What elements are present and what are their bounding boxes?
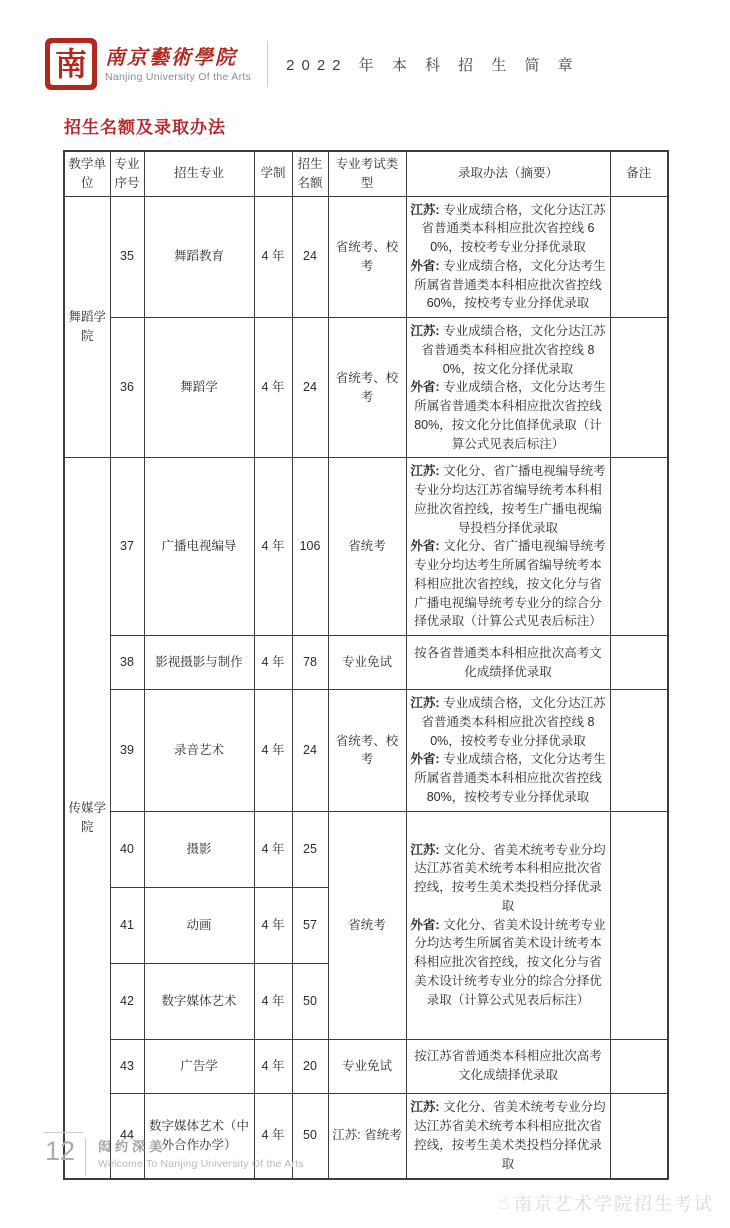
study-years-cell: 4 年: [254, 458, 292, 636]
column-header: 学制: [254, 151, 292, 196]
column-header: 招生专业: [144, 151, 254, 196]
method-paragraph: 外省: 专业成绩合格，文化分达考生所属省普通类本科相应批次省控线 60%，按校考专业分择优录取: [410, 258, 606, 311]
exam-type-cell: 省统考、校考: [328, 690, 406, 812]
footer-divider: [85, 1138, 86, 1176]
method-paragraph: 江苏: 文化分、省美术统考专业分均达江苏省美术统考本科相应批次省控线，按考生美术类投档分择优录取: [410, 842, 606, 913]
method-paragraph: 江苏: 专业成绩合格，文化分达江苏省普通类本科相应批次省控线 60%，按校考专业分择优录取: [410, 202, 606, 254]
page-footer: [43, 1132, 304, 1176]
remark-cell: [610, 690, 668, 812]
method-paragraph: 江苏: 文化分、省广播电视编导统考专业分均达江苏省编导统考本科相应批次省控线，按考生广播电视编导投档分择优录取: [410, 464, 606, 535]
admission-method-cell: [406, 690, 610, 812]
study-years-cell: 4 年: [254, 811, 292, 887]
major-name-cell: 广播电视编导: [144, 458, 254, 636]
column-header: 招生名额: [292, 151, 328, 196]
study-years-cell: 4 年: [254, 887, 292, 963]
column-header: 录取办法（摘要）: [406, 151, 610, 196]
header-divider: [267, 41, 268, 87]
serial-number-cell: 35: [110, 196, 144, 318]
document-title: 2022 年 本 科 招 生 简 章: [286, 56, 580, 74]
major-name-cell: 摄影: [144, 811, 254, 887]
major-name-cell: 影视摄影与制作: [144, 636, 254, 690]
page-header: [45, 38, 580, 90]
remark-cell: [610, 636, 668, 690]
remark-cell: [610, 1093, 668, 1179]
method-paragraph: 外省: 文化分、省美术设计统考专业分均达考生所属省美术设计统考本科相应批次省控线，按文化分与省美术设计统考专业分的综合分择优录取（计算公式见表后标注）: [410, 917, 606, 1007]
major-name-cell: 动画: [144, 887, 254, 963]
exam-type-cell: 省统考、校考: [328, 318, 406, 458]
study-years-cell: 4 年: [254, 963, 292, 1039]
university-motto: 闳约深美: [98, 1140, 167, 1155]
admission-method-cell: [406, 1039, 610, 1093]
table-row: [64, 636, 668, 690]
exam-type-cell: 专业免试: [328, 1039, 406, 1093]
footer-text-block: [98, 1132, 304, 1170]
method-paragraph: 江苏: 文化分、省美术统考专业分均达江苏省美术统考本科相应批次省控线，按考生美术类投档分择优录取: [410, 1100, 606, 1171]
admission-method-cell: [406, 318, 610, 458]
exam-type-cell: 省统考: [328, 811, 406, 1039]
major-name-cell: 数字媒体艺术（中外合作办学）: [144, 1093, 254, 1179]
table-row: [64, 196, 668, 318]
remark-cell: [610, 196, 668, 318]
exam-type-cell: 省统考、校考: [328, 196, 406, 318]
serial-number-cell: 44: [110, 1093, 144, 1179]
university-seal-logo: [45, 38, 97, 90]
table-body: [64, 196, 668, 1179]
study-years-cell: 4 年: [254, 196, 292, 318]
study-years-cell: 4 年: [254, 690, 292, 812]
table-row: [64, 318, 668, 458]
method-paragraph: 按江苏省普通类本科相应批次高考文化成绩择优录取: [414, 1049, 602, 1082]
watermark: [497, 1190, 714, 1216]
study-years-cell: 4 年: [254, 318, 292, 458]
study-years-cell: 4 年: [254, 1039, 292, 1093]
method-paragraph: 外省: 专业成绩合格，文化分达考生所属省普通类本科相应批次省控线 80%，按校考专业分择优录取: [410, 752, 606, 804]
university-name-en: Nanjing University Of the Arts: [105, 71, 252, 83]
major-name-cell: 数字媒体艺术: [144, 963, 254, 1039]
column-header: 专业序号: [110, 151, 144, 196]
admissions-table: [63, 150, 669, 1180]
serial-number-cell: 37: [110, 458, 144, 636]
remark-cell: [610, 458, 668, 636]
method-paragraph: 江苏: 专业成绩合格，文化分达江苏省普通类本科相应批次省控线 80%，按文化分择优录取: [410, 324, 606, 376]
quota-cell: 20: [292, 1039, 328, 1093]
column-header: 专业考试类型: [328, 151, 406, 196]
teaching-unit-cell: 传媒学院: [64, 458, 110, 1179]
major-name-cell: 录音艺术: [144, 690, 254, 812]
remark-cell: [610, 1039, 668, 1093]
welcome-text: Welcome To Nanjing University Of the Arts: [98, 1158, 304, 1170]
study-years-cell: 4 年: [254, 1093, 292, 1179]
table-row: [64, 458, 668, 636]
table-row: [64, 1039, 668, 1093]
exam-type-cell: 省统考: [328, 458, 406, 636]
column-header: 备注: [610, 151, 668, 196]
exam-type-cell: 江苏: 省统考: [328, 1093, 406, 1179]
table-row: [64, 811, 668, 887]
admission-method-cell: [406, 811, 610, 1039]
admission-method-cell: [406, 196, 610, 318]
serial-number-cell: 38: [110, 636, 144, 690]
hand-icon: ☝: [497, 1192, 509, 1214]
seal-glyph: 南: [54, 45, 87, 83]
quota-cell: 78: [292, 636, 328, 690]
method-paragraph: 按各省普通类本科相应批次高考文化成绩择优录取: [414, 645, 602, 679]
quota-cell: 24: [292, 196, 328, 318]
section-title: 招生名额及录取办法: [64, 118, 226, 137]
quota-cell: 57: [292, 887, 328, 963]
method-paragraph: 江苏: 专业成绩合格，文化分达江苏省普通类本科相应批次省控线 80%，按校考专业分择优录取: [410, 696, 606, 748]
column-header: 教学单位: [64, 151, 110, 196]
university-name-cn: 南京藝術學院: [105, 45, 237, 69]
serial-number-cell: 36: [110, 318, 144, 458]
quota-cell: 24: [292, 690, 328, 812]
quota-cell: 50: [292, 963, 328, 1039]
quota-cell: 24: [292, 318, 328, 458]
teaching-unit-cell: 舞蹈学院: [64, 196, 110, 458]
admission-method-cell: [406, 1093, 610, 1179]
method-paragraph: 外省: 文化分、省广播电视编导统考专业分均达考生所属省编导统考本科相应批次省控线，按文化分与省广播电视编导统考专业分的综合分择优录取（计算公式见表后标注）: [410, 539, 606, 629]
major-name-cell: 舞蹈学: [144, 318, 254, 458]
admission-method-cell: [406, 458, 610, 636]
major-name-cell: 广告学: [144, 1039, 254, 1093]
serial-number-cell: 41: [110, 887, 144, 963]
watermark-text: 南京艺术学院招生考试: [514, 1194, 714, 1214]
serial-number-cell: 42: [110, 963, 144, 1039]
seal-inner: [50, 43, 92, 85]
table-header-row: [64, 151, 668, 196]
quota-cell: 106: [292, 458, 328, 636]
exam-type-cell: 专业免试: [328, 636, 406, 690]
serial-number-cell: 43: [110, 1039, 144, 1093]
remark-cell: [610, 811, 668, 1039]
logo-text-block: [105, 45, 251, 83]
study-years-cell: 4 年: [254, 636, 292, 690]
serial-number-cell: 39: [110, 690, 144, 812]
quota-cell: 25: [292, 811, 328, 887]
page-number: 12: [43, 1132, 83, 1167]
serial-number-cell: 40: [110, 811, 144, 887]
major-name-cell: 舞蹈教育: [144, 196, 254, 318]
table-row: [64, 690, 668, 812]
method-paragraph: 外省: 专业成绩合格，文化分达考生所属省普通类本科相应批次省控线 80%，按文化分比值择优录取（计算公式见表后标注）: [410, 380, 606, 451]
quota-cell: 50: [292, 1093, 328, 1179]
admission-method-cell: [406, 636, 610, 690]
remark-cell: [610, 318, 668, 458]
